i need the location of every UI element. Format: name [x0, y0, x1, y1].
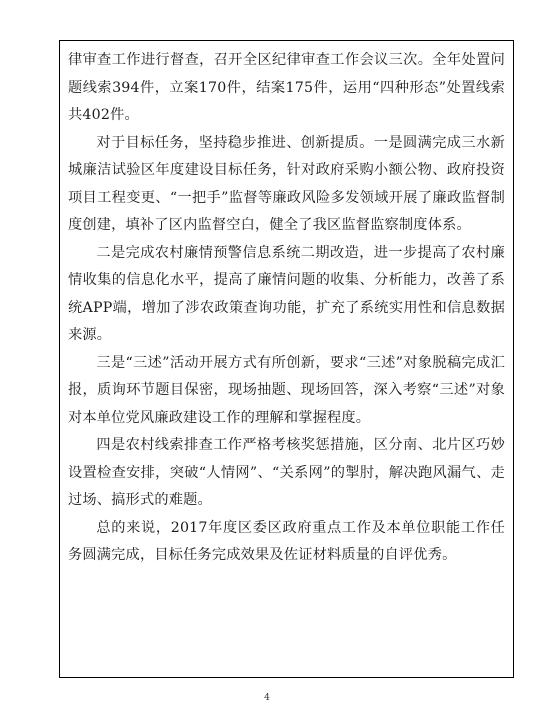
document-frame [59, 40, 514, 678]
paragraph-continuation: 律审查工作进行督查，召开全区纪律审查工作会议三次。全年处置问题线索394件，立案170件，结案175件，运用“四种形态”处置线索共402件。 [68, 52, 505, 123]
paragraph-target-tasks: 对于目标任务，坚持稳步推进、创新提质。一是圆满完成三水新城廉洁试验区年度建设目标任务，针对政府采购小额公物、政府投资项目工程变更、“一把手”监督等廉政风险多发领域开展了廉政监督制度创建，填补了区内监督空白，健全了我区监督监察制度体系。 [68, 134, 505, 233]
paragraph-early-warning-system: 二是完成农村廉情预警信息系统二期改造，进一步提高了农村廉情收集的信息化水平，提高了廉情问题的收集、分析能力，改善了系统APP端，增加了涉农政策查询功能，扩充了系统实用性和信息数据来源。 [68, 244, 505, 343]
document-body [68, 47, 505, 570]
paragraph-summary: 总的来说，2017年度区委区政府重点工作及本单位职能工作任务圆满完成，目标任务完成效果及佐证材料质量的自评优秀。 [68, 519, 505, 563]
paragraph-three-reports: 三是“三述”活动开展方式有所创新，要求“三述”对象脱稿完成汇报，质询环节题目保密，现场抽题、现场回答，深入考察“三述”对象对本单位党风廉政建设工作的理解和掌握程度。 [68, 354, 505, 426]
paragraph-rural-clues: 四是农村线索排查工作严格考核奖惩措施，区分南、北片区巧妙设置检查安排，突破“人情网”、“关系网”的掣肘，解决跑风漏气、走过场、搞形式的难题。 [68, 437, 505, 508]
page-number: 4 [264, 693, 270, 703]
